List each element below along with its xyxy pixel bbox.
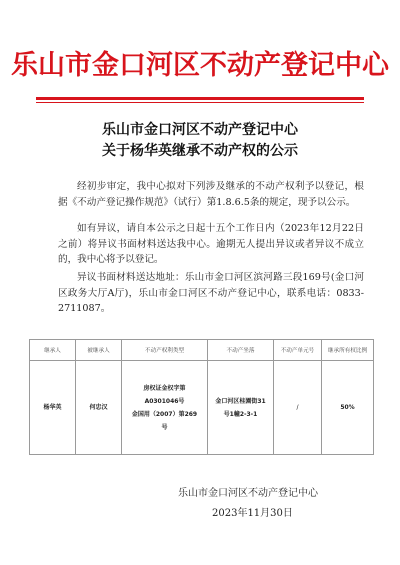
table-row <box>30 361 374 455</box>
paragraph-objection: 如有异议，请自本公示之日起十五个工作日内（2023年12月22日之前）将异议书面材料送达我中心。逾期无人提出异议或者异议不成立的，我中心将予以登记。 <box>58 223 364 265</box>
signature-org: 乐山市金口河区不动产登记中心 <box>178 488 318 499</box>
header-ratio: 继承所有权比例 <box>322 340 374 361</box>
location-line1: 金口河区桂園街31 <box>215 397 266 405</box>
cell-ratio: 50% <box>322 361 374 455</box>
right-type-line1: 房权证金权字第 <box>143 384 186 392</box>
paragraph-review: 经初步审定，我中心拟对下列涉及继承的不动产权利予以登记，根据《不动产登记操作规范》（试行）第1.8.6.5条的规定，现予以公示。 <box>58 181 364 208</box>
inheritance-table <box>29 339 374 455</box>
letterhead-rule-thick <box>36 97 364 100</box>
document-title-line1: 乐山市金口河区不动产登记中心 <box>102 122 298 138</box>
table-header-row <box>30 340 374 361</box>
paragraph-address: 异议书面材料送达地址：乐山市金口河区滨河路三段169号(金口河区政务大厅A厅)，乐山市金口河区不动产登记中心，联系电话：0833-2711087。 <box>58 272 364 314</box>
signature-date: 2023年11月30日 <box>212 508 293 519</box>
header-unit-no: 不动产单元号 <box>274 340 322 361</box>
letterhead <box>0 40 400 96</box>
letterhead-rule-thin <box>36 102 364 103</box>
right-type-line3: 金国用（2007）第269 <box>131 410 198 418</box>
cell-decedent: 何忠汉 <box>76 361 122 455</box>
right-type-line4: 号 <box>161 423 168 431</box>
right-type-line2: A0301046号 <box>144 397 185 405</box>
document-title-line2: 关于杨华英继承不动产权的公示 <box>102 143 298 159</box>
header-location: 不动产坐落 <box>208 340 274 361</box>
location-line2: 号1幢2-3-1 <box>223 410 258 418</box>
cell-location <box>208 361 274 455</box>
header-heir: 继承人 <box>30 340 76 361</box>
cell-heir: 杨华英 <box>30 361 76 455</box>
header-right-type: 不动产权利类型 <box>122 340 208 361</box>
cell-unit-no: / <box>274 361 322 455</box>
header-decedent: 被继承人 <box>76 340 122 361</box>
cell-right-type <box>122 361 208 455</box>
letterhead-title: 乐山市金口河区不动产登记中心 <box>11 50 389 81</box>
